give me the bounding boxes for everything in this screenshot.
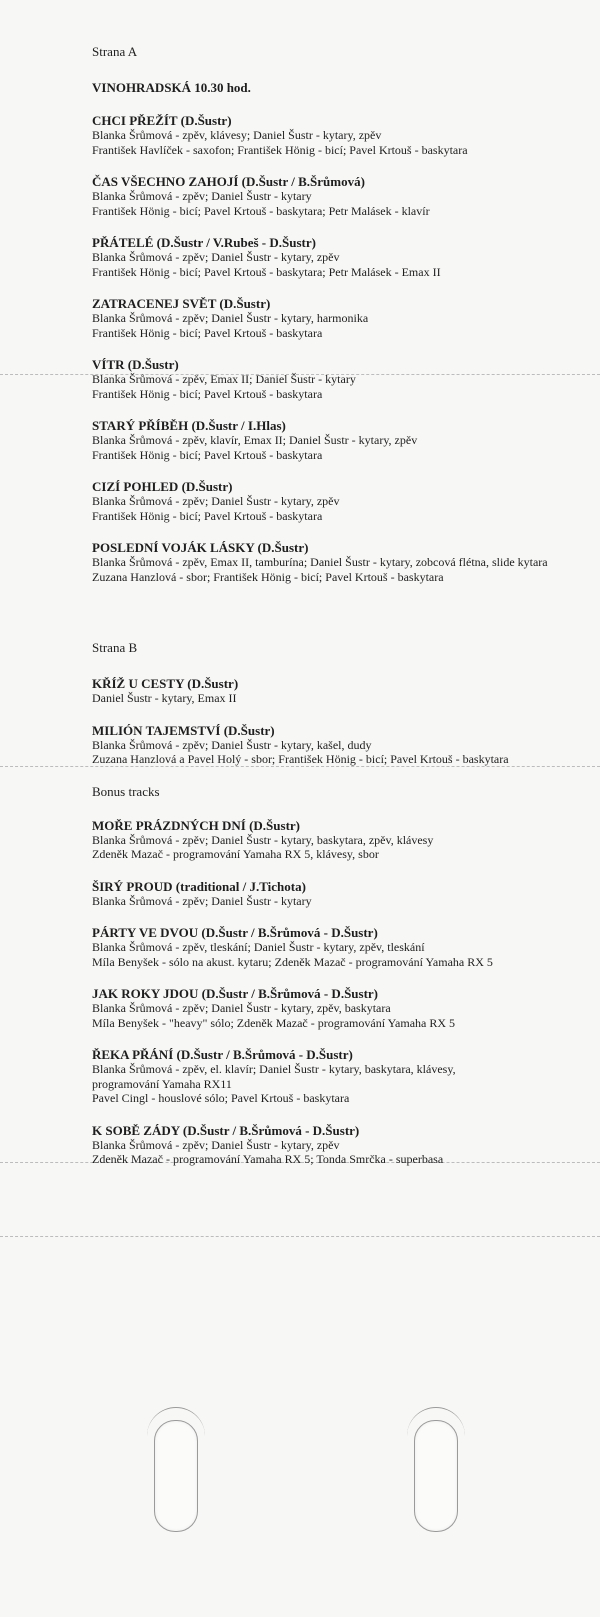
track-credits-line: Zdeněk Mazač - programování Yamaha RX 5; Tonda Smrčka - superbasa	[92, 1152, 444, 1166]
fold-line-4	[0, 1236, 600, 1237]
track-title: ČAS VŠECHNO ZAHOJÍ (D.Šustr / B.Šrůmová)	[92, 174, 365, 189]
side-a-track-list	[92, 113, 592, 584]
track-credits-line: František Hönig - bicí; Pavel Krtouš - baskytara; Petr Malásek - Emax II	[92, 264, 441, 279]
track-credits-line: Blanka Šrůmová - zpěv; Daniel Šustr - kytary	[92, 893, 312, 908]
track-entry	[92, 540, 592, 584]
track-credits-line: Zdeněk Mazač - programování Yamaha RX 5, klávesy, sbor	[92, 847, 379, 861]
track-entry	[92, 357, 592, 401]
track-credits-line: Daniel Šustr - kytary, Emax II	[92, 691, 237, 705]
track-credits-line: Blanka Šrůmová - zpěv; Daniel Šustr - kytary, zpěv, baskytara	[92, 1001, 391, 1015]
track-credits-line: Blanka Šrůmová - zpěv; Daniel Šustr - kytary	[92, 189, 312, 203]
track-credits-line: Blanka Šrůmová - zpěv, Emax II; Daniel Šustr - kytary	[92, 372, 356, 386]
track-credits-line: Blanka Šrůmová - zpěv; Daniel Šustr - kytary, zpěv	[92, 494, 340, 508]
track-credits-line: Zuzana Hanzlová a Pavel Holý - sbor; František Hönig - bicí; Pavel Krtouš - baskytara	[92, 752, 509, 766]
track-entry	[92, 296, 592, 340]
track-credits-line: František Hönig - bicí; Pavel Krtouš - baskytara	[92, 447, 323, 462]
track-credits-line: Blanka Šrůmová - zpěv; Daniel Šustr - kytary, harmonika	[92, 311, 369, 325]
track-credits-line: František Hönig - bicí; Pavel Krtouš - baskytara	[92, 325, 323, 340]
side-a-label: Strana A	[92, 44, 138, 59]
side-b-label: Strana B	[92, 640, 138, 655]
track-title: PŘÁTELÉ (D.Šustr / V.Rubeš - D.Šustr)	[92, 235, 316, 250]
track-credits-line: Blanka Šrůmová - zpěv; Daniel Šustr - kytary, zpěv	[92, 250, 340, 264]
track-credits-line: František Hönig - bicí; Pavel Krtouš - baskytara	[92, 508, 323, 523]
side-b-track-list	[92, 676, 592, 767]
track-title: POSLEDNÍ VOJÁK LÁSKY (D.Šustr)	[92, 540, 309, 555]
cassette-slot-left	[154, 1420, 198, 1532]
track-credits-line: Blanka Šrůmová - zpěv, Emax II, tamburína; Daniel Šustr - kytary, zobcová flétna, slide kytara	[92, 555, 548, 569]
track-credits-line: Blanka Šrůmová - zpěv, el. klavír; Daniel Šustr - kytary, baskytara, klávesy,	[92, 1062, 456, 1076]
track-credits-line: programování Yamaha RX11	[92, 1076, 232, 1091]
track-title: ŘEKA PŘÁNÍ (D.Šustr / B.Šrůmová - D.Šustr)	[92, 1047, 353, 1062]
track-entry	[92, 1123, 592, 1167]
track-entry	[92, 925, 592, 969]
track-title: STARÝ PŘÍBĚH (D.Šustr / I.Hlas)	[92, 418, 286, 433]
track-credits-line: Blanka Šrůmová - zpěv; Daniel Šustr - kytary, kašel, dudy	[92, 737, 372, 752]
track-credits-line: Blanka Šrůmová - zpěv, klávesy; Daniel Šustr - kytary, zpěv	[92, 128, 382, 142]
track-title: CHCI PŘEŽÍT (D.Šustr)	[92, 113, 232, 128]
venue-heading: VINOHRADSKÁ 10.30 hod.	[92, 80, 251, 95]
track-entry	[92, 113, 592, 157]
track-credits-line: Míla Benyšek - sólo na akust. kytaru; Zdeněk Mazač - programování Yamaha RX 5	[92, 954, 493, 969]
cassette-slot-right	[414, 1420, 458, 1532]
bonus-tracks-label: Bonus tracks	[92, 783, 160, 799]
track-title: CIZÍ POHLED (D.Šustr)	[92, 479, 233, 494]
track-title: PÁRTY VE DVOU (D.Šustr / B.Šrůmová - D.Šustr)	[92, 925, 378, 940]
track-credits-line: Míla Benyšek - "heavy" sólo; Zdeněk Mazač - programování Yamaha RX 5	[92, 1015, 456, 1030]
track-entry	[92, 676, 592, 706]
track-entry	[92, 479, 592, 523]
track-title: K SOBĚ ZÁDY (D.Šustr / B.Šrůmová - D.Šustr)	[92, 1122, 360, 1138]
track-entry	[92, 986, 592, 1030]
track-title: MOŘE PRÁZDNÝCH DNÍ (D.Šustr)	[92, 817, 300, 833]
track-title: KŘÍŽ U CESTY (D.Šustr)	[92, 676, 239, 691]
track-credits-line: František Hönig - bicí; Pavel Krtouš - baskytara; Petr Malásek - klavír	[92, 203, 430, 218]
track-entry	[92, 1047, 592, 1106]
track-credits-line: Blanka Šrůmová - zpěv; Daniel Šustr - kytary, zpěv	[92, 1137, 340, 1152]
track-entry	[92, 418, 592, 462]
track-title: ŠIRÝ PROUD (traditional / J.Tichota)	[92, 878, 306, 894]
track-credits-line: Pavel Cingl - houslové sólo; Pavel Krtouš - baskytara	[92, 1091, 350, 1105]
track-title: MILIÓN TAJEMSTVÍ (D.Šustr)	[92, 722, 275, 738]
track-credits-line: Blanka Šrůmová - zpěv; Daniel Šustr - kytary, baskytara, zpěv, klávesy	[92, 832, 434, 847]
track-entry	[92, 235, 592, 279]
track-credits-line: Zuzana Hanzlová - sbor; František Hönig - bicí; Pavel Krtouš - baskytara	[92, 569, 444, 584]
track-credits-line: Blanka Šrůmová - zpěv, tleskání; Daniel Šustr - kytary, zpěv, tleskání	[92, 940, 425, 954]
track-credits-line: Blanka Šrůmová - zpěv, klavír, Emax II; Daniel Šustr - kytary, zpěv	[92, 433, 418, 447]
track-credits-line: František Hönig - bicí; Pavel Krtouš - baskytara	[92, 386, 323, 401]
track-title: VÍTR (D.Šustr)	[92, 357, 179, 372]
track-credits-line: František Havlíček - saxofon; František Hönig - bicí; Pavel Krtouš - baskytara	[92, 142, 468, 157]
track-title: ZATRACENEJ SVĚT (D.Šustr)	[92, 296, 271, 311]
track-entry	[92, 818, 592, 862]
track-listing	[92, 44, 592, 1184]
track-entry	[92, 879, 592, 909]
track-entry	[92, 723, 592, 767]
bonus-track-list	[92, 818, 592, 1167]
track-entry	[92, 174, 592, 218]
track-title: JAK ROKY JDOU (D.Šustr / B.Šrůmová - D.Šustr)	[92, 986, 379, 1001]
